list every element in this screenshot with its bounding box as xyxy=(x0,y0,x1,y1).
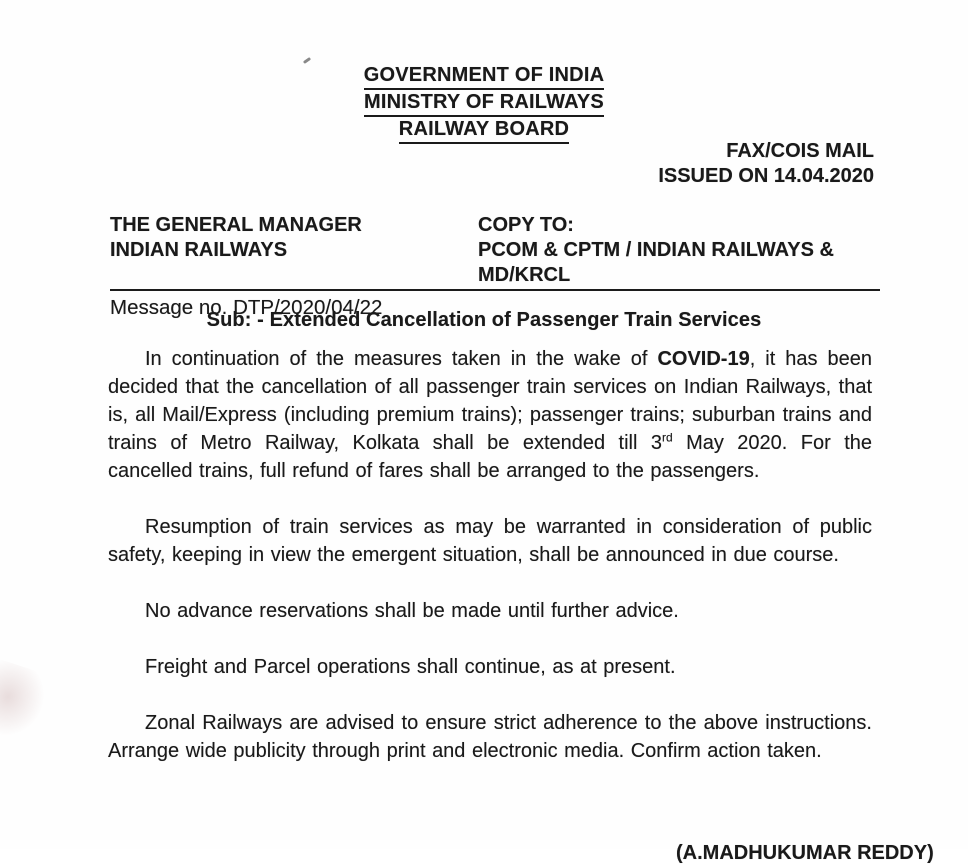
addressee-org: INDIAN RAILWAYS xyxy=(110,239,288,261)
letterhead-line-2-text: MINISTRY OF RAILWAYS xyxy=(364,90,604,117)
issued-date-line: ISSUED ON 14.04.2020 xyxy=(658,165,874,187)
paragraph-1-intro: In continuation of the measures taken in the wake of xyxy=(145,348,658,370)
paragraph-2: Resumption of train services as may be warranted in consideration of public safety, keeping in view the emergent situation, shall be announced in due course. xyxy=(108,516,872,566)
letterhead-line-3-text: RAILWAY BOARD xyxy=(399,117,569,144)
addressee-row-2 xyxy=(110,238,880,291)
letterhead-line-1-text: GOVERNMENT OF INDIA xyxy=(364,63,604,90)
addressee-block xyxy=(110,213,880,321)
paragraph-3: No advance reservations shall be made until further advice. xyxy=(145,600,679,622)
letterhead-line-1 xyxy=(0,63,968,90)
fax-mode-line: FAX/COIS MAIL xyxy=(726,140,874,162)
letterhead xyxy=(0,63,968,144)
letterhead-line-2 xyxy=(0,90,968,117)
addressee-row-1 xyxy=(110,213,880,238)
subject-line: Sub: - Extended Cancellation of Passenger Train Services xyxy=(206,309,762,331)
copy-to-recipients: PCOM & CPTM / INDIAN RAILWAYS & MD/KRCL xyxy=(478,239,834,286)
addressee-title: THE GENERAL MANAGER xyxy=(110,214,362,236)
paragraph-1-tail: May 2020. For the cancelled trains, full refund of fares shall be arranged to the passengers. xyxy=(108,432,872,482)
clipped-signature-text: (A.MADHUKUMAR REDDY) xyxy=(676,842,934,864)
ordinal-superscript: rd xyxy=(662,430,673,445)
copy-to-label: COPY TO: xyxy=(478,214,574,236)
clipped-signature xyxy=(676,842,934,864)
paragraph-4: Freight and Parcel operations shall continue, as at present. xyxy=(145,656,676,678)
paragraph-1 xyxy=(108,345,872,485)
message-number: Message no. DTP/2020/04/22 xyxy=(110,296,383,319)
paragraph-5: Zonal Railways are advised to ensure strict adherence to the above instructions. Arrange wide publicity through print and electronic media. Confirm action taken. xyxy=(108,712,872,762)
letter-body xyxy=(108,345,872,793)
covid-19-bold: COVID-19 xyxy=(657,348,750,370)
paragraph-1-mid: , it has been decided that the cancellation of all passenger train services on Indian Railways, that is, all Mail/Express (including premium trains); passenger trains; suburban trains and trains of Metro Railway, Kolkata shall be extended till 3 xyxy=(108,348,872,454)
scan-smudge xyxy=(0,659,54,747)
fax-block xyxy=(658,139,874,189)
